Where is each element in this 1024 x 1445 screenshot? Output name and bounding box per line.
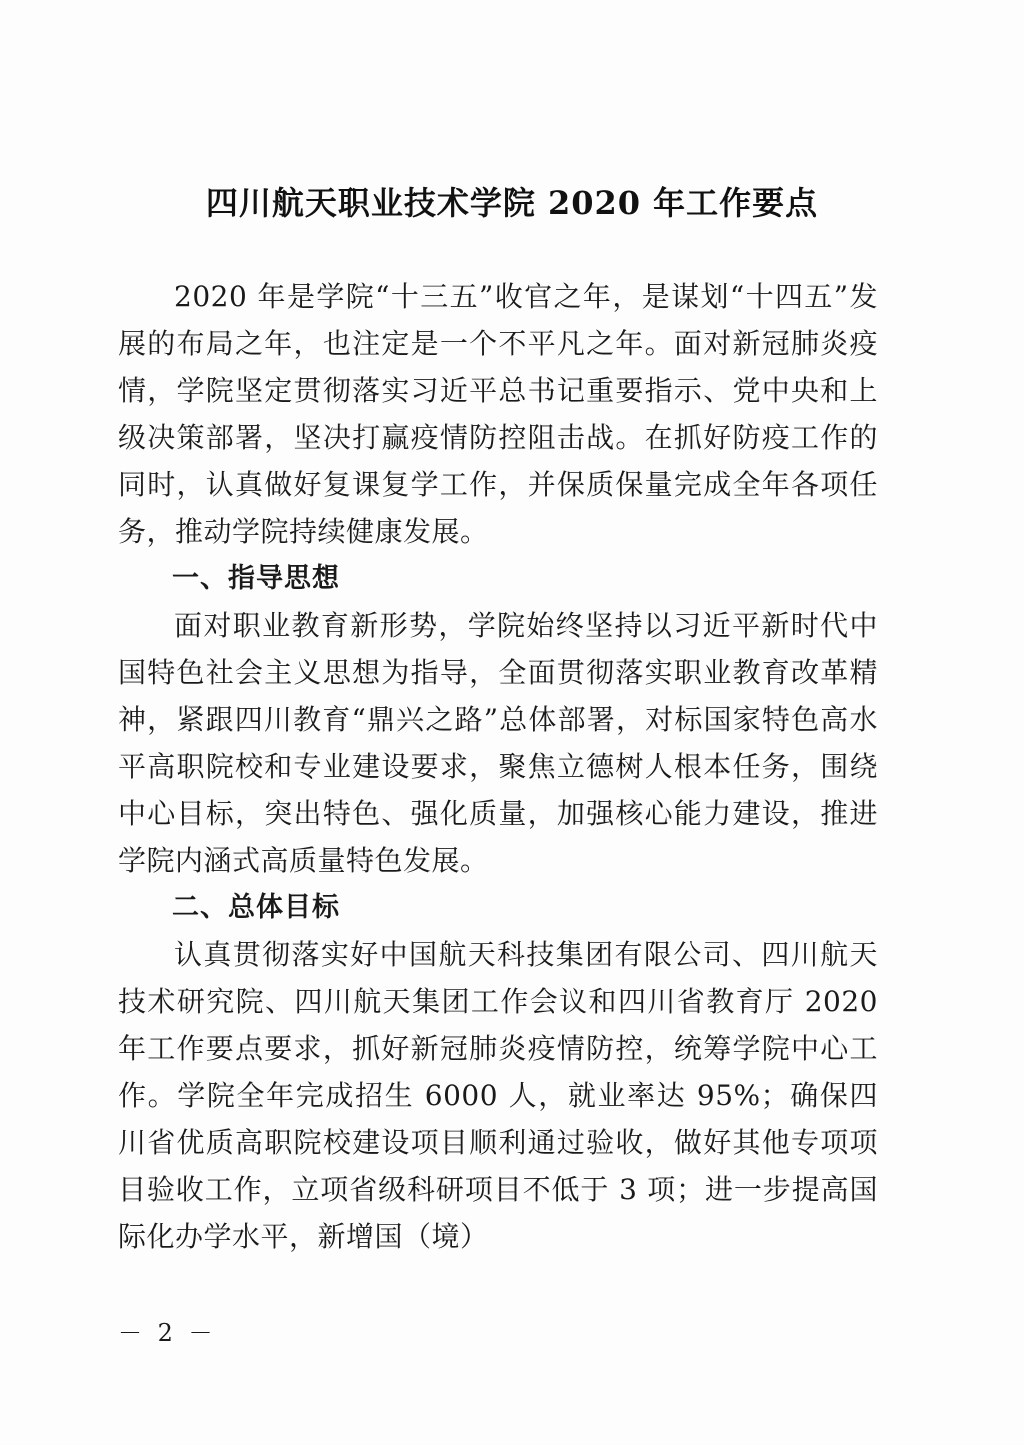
section-paragraph-overall-goals: 认真贯彻落实好中国航天科技集团有限公司、四川航天技术研究院、四川航天集团工作会议和四川省教育厅 2020 年工作要点要求，抓好新冠肺炎疫情防控，统筹学院中心工作。学院全年完成招生 6000 人，就业率达 95%；确保四川省优质高职院校建设项目顺利通过验收，做好其他专项项目验收工作，立项省级科研项目不低于 3 项；进一步提高国际化办学水平，新增国（境） [118, 938, 878, 1253]
page-number: － 2 － [118, 1319, 217, 1347]
intro-paragraph: 2020 年是学院“十三五”收官之年，是谋划“十四五”发展的布局之年，也注定是一个不平凡之年。面对新冠肺炎疫情，学院坚定贯彻落实习近平总书记重要指示、党中央和上级决策部署，坚决打赢疫情防控阻击战。在抓好防疫工作的同时，认真做好复课复学工作，并保质保量完成全年各项任务，推动学院持续健康发展。 [118, 280, 878, 548]
section-paragraph-guiding-ideology: 面对职业教育新形势，学院始终坚持以习近平新时代中国特色社会主义思想为指导，全面贯彻落实职业教育改革精神，紧跟四川教育“鼎兴之路”总体部署，对标国家特色高水平高职院校和专业建设要求，聚焦立德树人根本任务，围绕中心目标，突出特色、强化质量，加强核心能力建设，推进学院内涵式高质量特色发展。 [118, 609, 878, 877]
document-body [118, 273, 878, 1260]
section-heading-overall-goals: 二、总体目标 [172, 892, 340, 923]
document-title: 四川航天职业技术学院 2020 年工作要点 [205, 184, 819, 222]
section-heading-guiding-ideology: 一、指导思想 [172, 563, 340, 594]
